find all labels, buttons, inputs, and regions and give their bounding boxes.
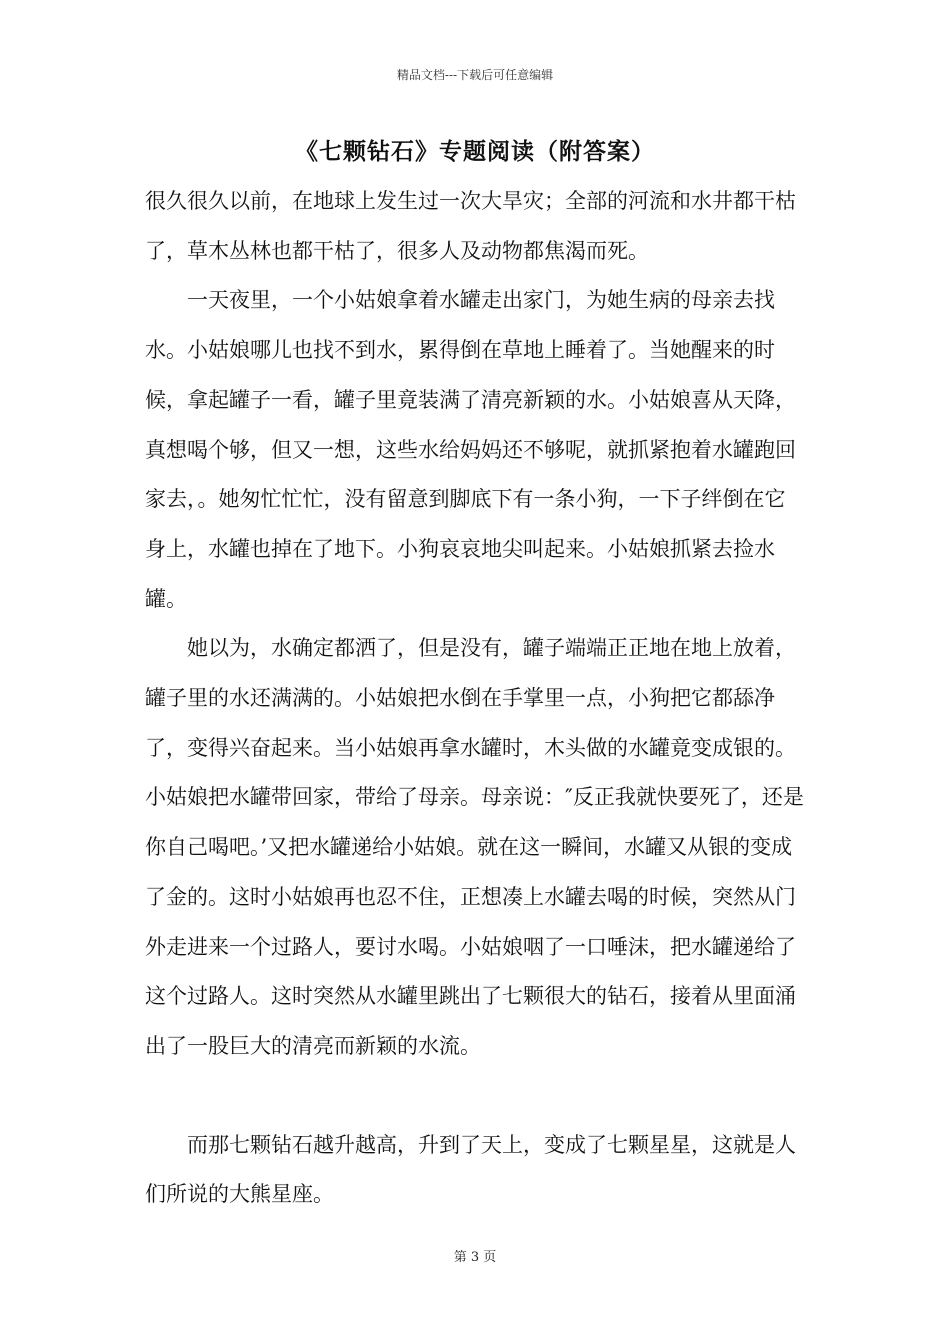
paragraph-2: 一天夜里，一个小姑娘拿着水罐走出家门，为她生病的母亲去找水。小姑娘哪儿也找不到水，累得倒在草地上睡着了。当她醒来的时候，拿起罐子一看，罐子里竟装满了清亮新颖的水。小姑娘喜从天降，真想喝个够，但又一想，这些水给妈妈还不够呢，就抓紧抱着水罐跑回家去，。她匆忙忙忙，没有留意到脚底下有一条小狗，一下子绊倒在它身上，水罐也掉在了地下。小狗哀哀地尖叫起来。小姑娘抓紧去捡水罐。	[145, 288, 796, 611]
paragraph-1: 很久很久以前，在地球上发生过一次大旱灾；全部的河流和水井都干枯了，草木丛林也都干枯了，很多人及动物都焦渴而死。	[145, 189, 796, 263]
page-number: 第 3 页	[453, 1250, 497, 1265]
document-body	[145, 177, 805, 1220]
document-title: 《七颗钻石》专题阅读（附答案）	[295, 138, 655, 165]
page-header: 精品文档---下载后可任意编辑	[396, 68, 554, 82]
paragraph-4: 而那七颗钻石越升越高，升到了天上，变成了七颗星星，这就是人们所说的大熊星座。	[145, 1132, 796, 1207]
paragraph-3: 她以为，水确定都洒了，但是没有，罐子端端正正地在地上放着，罐子里的水还满满的。小姑娘把水倒在手掌里一点，小狗把它都舔净了，变得兴奋起来。当小姑娘再拿水罐时，木头做的水罐竟变成银的。小姑娘把水罐带回家，带给了母亲。母亲说：″反正我就快要死了，还是你自己喝吧。’又把水罐递给小姑娘。就在这一瞬间，水罐又从银的变成了金的。这时小姑娘再也忍不住，正想凑上水罐去喝的时候，突然从门外走进来一个过路人，要讨水喝。小姑娘咽了一口唾沫，把水罐递给了这个过路人。这时突然从水罐里跳出了七颗很大的钻石，接着从里面涌出了一股巨大的清亮而新颖的水流。	[145, 636, 804, 1058]
